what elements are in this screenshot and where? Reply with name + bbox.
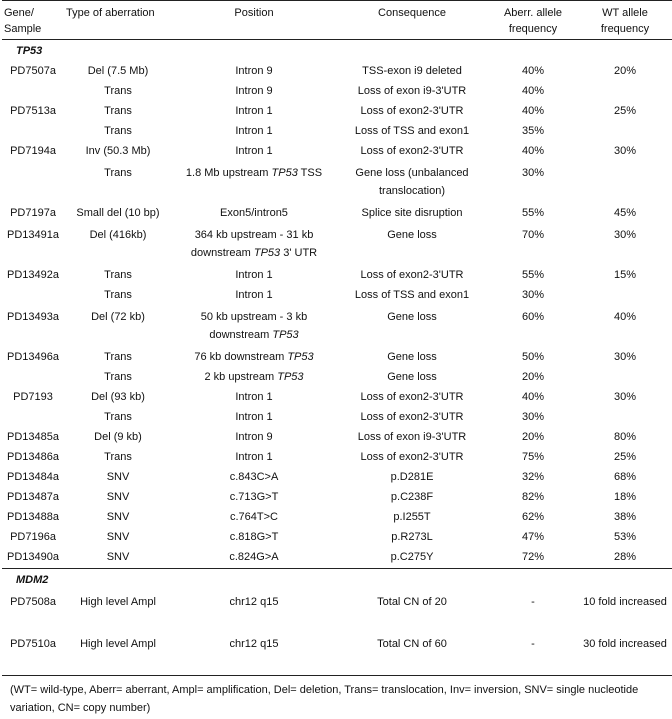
cell-type: SNV [106, 491, 130, 503]
table-row [2, 591, 672, 633]
cell-type: High level Ampl [80, 596, 156, 608]
table-row [2, 82, 672, 102]
table-row [2, 102, 672, 122]
cell-position: Intron 9 [235, 85, 273, 97]
cell-position: 2 kb upstream TP53 [204, 371, 304, 383]
table-row [2, 428, 672, 448]
cell-position: Intron 1 [235, 145, 273, 157]
cell-sample: PD13484a [7, 471, 59, 483]
table-row [2, 348, 672, 368]
cell-wt-freq: 30 fold increased [583, 638, 667, 650]
cell-consequence: Loss of exon2-3'UTR [360, 145, 464, 157]
cell-position: c.713G>T [229, 491, 279, 503]
cell-wt-freq: 18% [613, 491, 637, 503]
cell-consequence: Gene loss [387, 311, 437, 323]
header-type: Type of aberration [66, 7, 155, 19]
cell-consequence: p.R273L [391, 531, 433, 543]
cell-sample: PD13493a [7, 311, 59, 323]
table-header-row [2, 1, 672, 40]
table-row [2, 388, 672, 408]
table-row [2, 528, 672, 548]
cell-wt-freq: 30% [613, 145, 637, 157]
cell-position: Intron 1 [235, 411, 273, 423]
cell-sample: PD13490a [7, 551, 59, 563]
gene-group-row [2, 40, 672, 63]
cell-aberr-freq: 55% [521, 207, 545, 219]
cell-type: SNV [106, 471, 130, 483]
cell-type: SNV [106, 531, 130, 543]
cell-aberr-freq: 40% [521, 85, 545, 97]
table-row [2, 286, 672, 306]
cell-consequence: Loss of exon i9-3'UTR [357, 85, 467, 97]
cell-consequence: p.I255T [393, 511, 431, 523]
cell-aberr-freq: - [531, 596, 535, 608]
table-row [2, 62, 672, 82]
cell-position: 50 kb upstream - 3 kb downstream TP53 [200, 311, 308, 341]
cell-sample: PD7197a [10, 207, 56, 219]
cell-aberr-freq: - [531, 638, 535, 650]
gene-label: MDM2 [16, 574, 49, 586]
cell-type: Del (416kb) [89, 229, 147, 241]
cell-consequence: p.C275Y [390, 551, 434, 563]
cell-sample: PD13496a [7, 351, 59, 363]
aberration-table [2, 0, 672, 676]
table-row [2, 468, 672, 488]
gene-group-row [2, 569, 672, 592]
cell-type: Trans [104, 167, 132, 179]
cell-position: chr12 q15 [229, 638, 279, 650]
cell-consequence: Gene loss (unbalanced translocation) [355, 167, 469, 197]
cell-type: Del (9 kb) [94, 431, 142, 443]
cell-consequence: Loss of exon i9-3'UTR [357, 431, 467, 443]
cell-wt-freq: 68% [613, 471, 637, 483]
cell-sample [2, 408, 64, 428]
cell-wt-freq: 20% [613, 65, 637, 77]
cell-wt-freq: 28% [613, 551, 637, 563]
header-gene-sample: Gene/ Sample [4, 7, 42, 35]
cell-aberr-freq: 47% [521, 531, 545, 543]
gene-label: TP53 [16, 45, 43, 57]
cell-type: Small del (10 bp) [76, 207, 160, 219]
table-row [2, 224, 672, 266]
cell-type: Trans [104, 105, 132, 117]
table-row [2, 548, 672, 569]
cell-aberr-freq: 40% [521, 391, 545, 403]
cell-wt-freq [578, 122, 672, 142]
cell-sample: PD7196a [10, 531, 56, 543]
table-row [2, 122, 672, 142]
cell-sample [2, 122, 64, 142]
cell-consequence: Loss of TSS and exon1 [354, 289, 470, 301]
table-row [2, 448, 672, 468]
cell-type: Del (72 kb) [91, 311, 145, 323]
cell-aberr-freq: 30% [521, 411, 545, 423]
table-row [2, 508, 672, 528]
cell-wt-freq: 80% [613, 431, 637, 443]
cell-aberr-freq: 50% [521, 351, 545, 363]
cell-consequence: Loss of TSS and exon1 [354, 125, 470, 137]
cell-aberr-freq: 30% [521, 167, 545, 179]
table-row [2, 266, 672, 286]
cell-wt-freq: 40% [613, 311, 637, 323]
cell-position: Intron 9 [235, 65, 273, 77]
cell-position: 1.8 Mb upstream TP53 TSS [185, 167, 323, 179]
cell-position: 76 kb downstream TP53 [194, 351, 314, 363]
cell-position: Intron 1 [235, 269, 273, 281]
cell-wt-freq [578, 368, 672, 388]
cell-type: Trans [104, 451, 132, 463]
cell-aberr-freq: 82% [521, 491, 545, 503]
cell-type: High level Ampl [80, 638, 156, 650]
table-row [2, 142, 672, 162]
cell-aberr-freq: 30% [521, 289, 545, 301]
cell-type: Inv (50.3 Mb) [85, 145, 151, 157]
cell-type: Trans [104, 371, 132, 383]
cell-sample [2, 82, 64, 102]
cell-aberr-freq: 70% [521, 229, 545, 241]
cell-position: Exon5/intron5 [220, 207, 288, 219]
cell-consequence: Loss of exon2-3'UTR [360, 105, 464, 117]
cell-position: c.824G>A [229, 551, 279, 563]
cell-consequence: Splice site disruption [361, 207, 463, 219]
cell-aberr-freq: 32% [521, 471, 545, 483]
cell-sample: PD13488a [7, 511, 59, 523]
table-row [2, 633, 672, 676]
cell-position: Intron 1 [235, 289, 273, 301]
cell-wt-freq: 45% [613, 207, 637, 219]
table-row [2, 306, 672, 348]
cell-aberr-freq: 35% [521, 125, 545, 137]
table-body [2, 40, 672, 676]
table-row [2, 408, 672, 428]
cell-consequence: Gene loss [387, 229, 437, 241]
cell-type: Trans [104, 269, 132, 281]
cell-sample: PD13487a [7, 491, 59, 503]
cell-wt-freq: 25% [613, 451, 637, 463]
cell-type: Del (7.5 Mb) [87, 65, 149, 77]
cell-aberr-freq: 62% [521, 511, 545, 523]
table-row [2, 368, 672, 388]
cell-position: Intron 1 [235, 451, 273, 463]
cell-consequence: Total CN of 20 [377, 596, 447, 608]
cell-sample: PD7194a [10, 145, 56, 157]
cell-sample: PD13492a [7, 269, 59, 281]
cell-aberr-freq: 60% [521, 311, 545, 323]
cell-type: SNV [106, 511, 130, 523]
header-position: Position [234, 7, 274, 19]
cell-position: Intron 9 [235, 431, 273, 443]
cell-wt-freq: 38% [613, 511, 637, 523]
cell-type: Del (93 kb) [91, 391, 145, 403]
cell-aberr-freq: 40% [521, 105, 545, 117]
cell-wt-freq: 53% [613, 531, 637, 543]
cell-type: Trans [104, 289, 132, 301]
cell-position: chr12 q15 [229, 596, 279, 608]
cell-wt-freq: 30% [613, 229, 637, 241]
header-consequence: Consequence [378, 7, 446, 19]
cell-consequence: Loss of exon2-3'UTR [360, 411, 464, 423]
cell-aberr-freq: 20% [521, 371, 545, 383]
cell-consequence: p.D281E [390, 471, 434, 483]
cell-sample [2, 162, 64, 204]
cell-sample: PD13485a [7, 431, 59, 443]
table-row [2, 162, 672, 204]
cell-sample [2, 368, 64, 388]
cell-position: Intron 1 [235, 391, 273, 403]
cell-type: Trans [104, 125, 132, 137]
cell-aberr-freq: 55% [521, 269, 545, 281]
cell-wt-freq [578, 162, 672, 204]
cell-sample: PD7513a [10, 105, 56, 117]
cell-consequence: Loss of exon2-3'UTR [360, 391, 464, 403]
cell-sample: PD7510a [10, 638, 56, 650]
cell-consequence: Gene loss [387, 371, 437, 383]
cell-wt-freq: 30% [613, 391, 637, 403]
cell-position: Intron 1 [235, 105, 273, 117]
cell-position: c.764T>C [230, 511, 278, 523]
cell-position: c.843C>A [229, 471, 279, 483]
cell-aberr-freq: 40% [521, 145, 545, 157]
cell-consequence: Total CN of 60 [377, 638, 447, 650]
cell-consequence: p.C238F [390, 491, 434, 503]
cell-wt-freq [578, 408, 672, 428]
cell-sample: PD13486a [7, 451, 59, 463]
cell-aberr-freq: 20% [521, 431, 545, 443]
table-row [2, 204, 672, 224]
cell-wt-freq [578, 286, 672, 306]
cell-aberr-freq: 75% [521, 451, 545, 463]
cell-aberr-freq: 40% [521, 65, 545, 77]
cell-sample: PD13491a [7, 229, 59, 241]
header-wt-freq: WT allele frequency [600, 7, 650, 35]
cell-consequence: TSS-exon i9 deleted [362, 65, 462, 77]
cell-position: 364 kb upstream - 31 kb downstream TP53 3' UTR [190, 229, 318, 259]
cell-wt-freq: 30% [613, 351, 637, 363]
cell-wt-freq: 15% [613, 269, 637, 281]
cell-position: Intron 1 [235, 125, 273, 137]
cell-consequence: Loss of exon2-3'UTR [360, 269, 464, 281]
cell-sample: PD7507a [10, 65, 56, 77]
cell-sample [2, 286, 64, 306]
cell-wt-freq [578, 82, 672, 102]
cell-aberr-freq: 72% [521, 551, 545, 563]
cell-type: Trans [104, 351, 132, 363]
header-aberr-freq: Aberr. allele frequency [503, 7, 563, 35]
cell-wt-freq: 25% [613, 105, 637, 117]
cell-wt-freq: 10 fold increased [583, 596, 667, 608]
cell-sample: PD7193 [13, 391, 53, 403]
table-footnote: (WT= wild-type, Aberr= aberrant, Ampl= amplification, Del= deletion, Trans= translocation, Inv= inversion, SNV= single nucleotide variation, CN= copy number) [10, 684, 639, 714]
cell-type: Trans [104, 85, 132, 97]
cell-consequence: Gene loss [387, 351, 437, 363]
cell-type: SNV [106, 551, 130, 563]
cell-sample: PD7508a [10, 596, 56, 608]
cell-consequence: Loss of exon2-3'UTR [360, 451, 464, 463]
table-row [2, 488, 672, 508]
cell-position: c.818G>T [229, 531, 279, 543]
cell-type: Trans [104, 411, 132, 423]
